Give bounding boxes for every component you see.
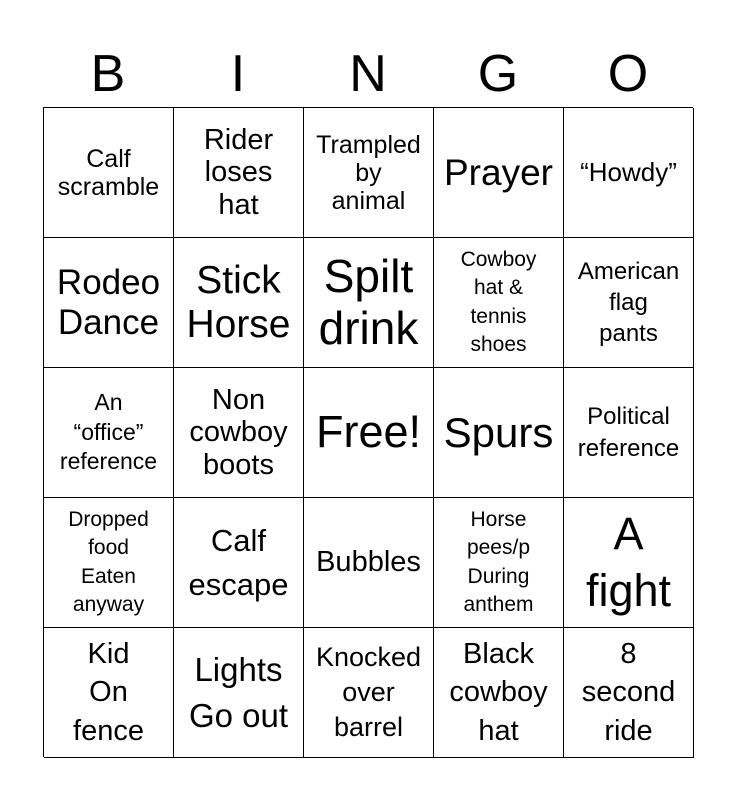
bingo-cell[interactable] [434, 108, 564, 238]
bingo-cell[interactable] [174, 108, 304, 238]
cell-label: Calf escape [188, 523, 289, 602]
cell-label: “Howdy” [580, 156, 677, 187]
cell-label: Cowboy hat & tennis shoes [460, 247, 537, 356]
cell-label: Calf scramble [57, 144, 160, 201]
bingo-cell[interactable] [304, 108, 434, 238]
cell-label: A fight [585, 508, 672, 616]
cell-label: An “office” reference [59, 388, 158, 475]
bingo-cell[interactable] [44, 108, 174, 238]
bingo-header [43, 40, 693, 108]
cell-label: Bubbles [316, 546, 421, 579]
bingo-cell[interactable] [304, 238, 434, 368]
header-letter-n: N [349, 45, 387, 103]
bingo-board [43, 107, 693, 757]
cell-label: Rodeo Dance [56, 263, 161, 342]
bingo-cell[interactable] [434, 498, 564, 628]
bingo-cell[interactable] [434, 368, 564, 498]
header-letter-o: O [607, 45, 649, 103]
cell-label: Horse pees/p During anthem [463, 507, 534, 616]
bingo-cell[interactable] [174, 368, 304, 498]
cell-label: Political reference [577, 403, 680, 462]
cell-label: Lights Go out [188, 651, 289, 734]
bingo-cell[interactable] [304, 498, 434, 628]
cell-label: Knocked over barrel [315, 641, 422, 743]
bingo-cell[interactable] [564, 108, 694, 238]
cell-label: Rider loses hat [203, 123, 274, 221]
bingo-cell[interactable] [174, 628, 304, 758]
bingo-cell[interactable] [564, 238, 694, 368]
cell-label: Prayer [444, 151, 553, 193]
header-letter-g: G [477, 45, 519, 103]
bingo-cell[interactable] [44, 238, 174, 368]
bingo-cell[interactable] [44, 628, 174, 758]
cell-label: Trampled by animal [316, 130, 421, 215]
cell-label: Spilt drink [318, 249, 419, 354]
bingo-cell[interactable] [44, 498, 174, 628]
bingo-cell[interactable] [564, 368, 694, 498]
bingo-cell[interactable] [304, 368, 434, 498]
cell-label: 8 second ride [581, 637, 676, 747]
bingo-cell[interactable] [44, 368, 174, 498]
bingo-cell[interactable] [564, 498, 694, 628]
bingo-cell[interactable] [174, 498, 304, 628]
bingo-cell[interactable] [304, 628, 434, 758]
cell-label: Spurs [443, 408, 554, 456]
header-letter-i: I [230, 45, 246, 103]
cell-label: Kid On fence [73, 637, 144, 747]
bingo-cell[interactable] [434, 628, 564, 758]
bingo-cell[interactable] [434, 238, 564, 368]
cell-label: Black cowboy hat [449, 637, 548, 747]
bingo-cell[interactable] [174, 238, 304, 368]
header-letter-b: B [90, 45, 126, 103]
bingo-cell[interactable] [564, 628, 694, 758]
cell-label: Non cowboy boots [189, 383, 288, 481]
cell-label: Stick Horse [186, 258, 291, 346]
cell-label: American flag pants [577, 257, 680, 348]
cell-label: Dropped food Eaten anyway [68, 507, 149, 616]
cell-label: Free! [315, 406, 422, 458]
